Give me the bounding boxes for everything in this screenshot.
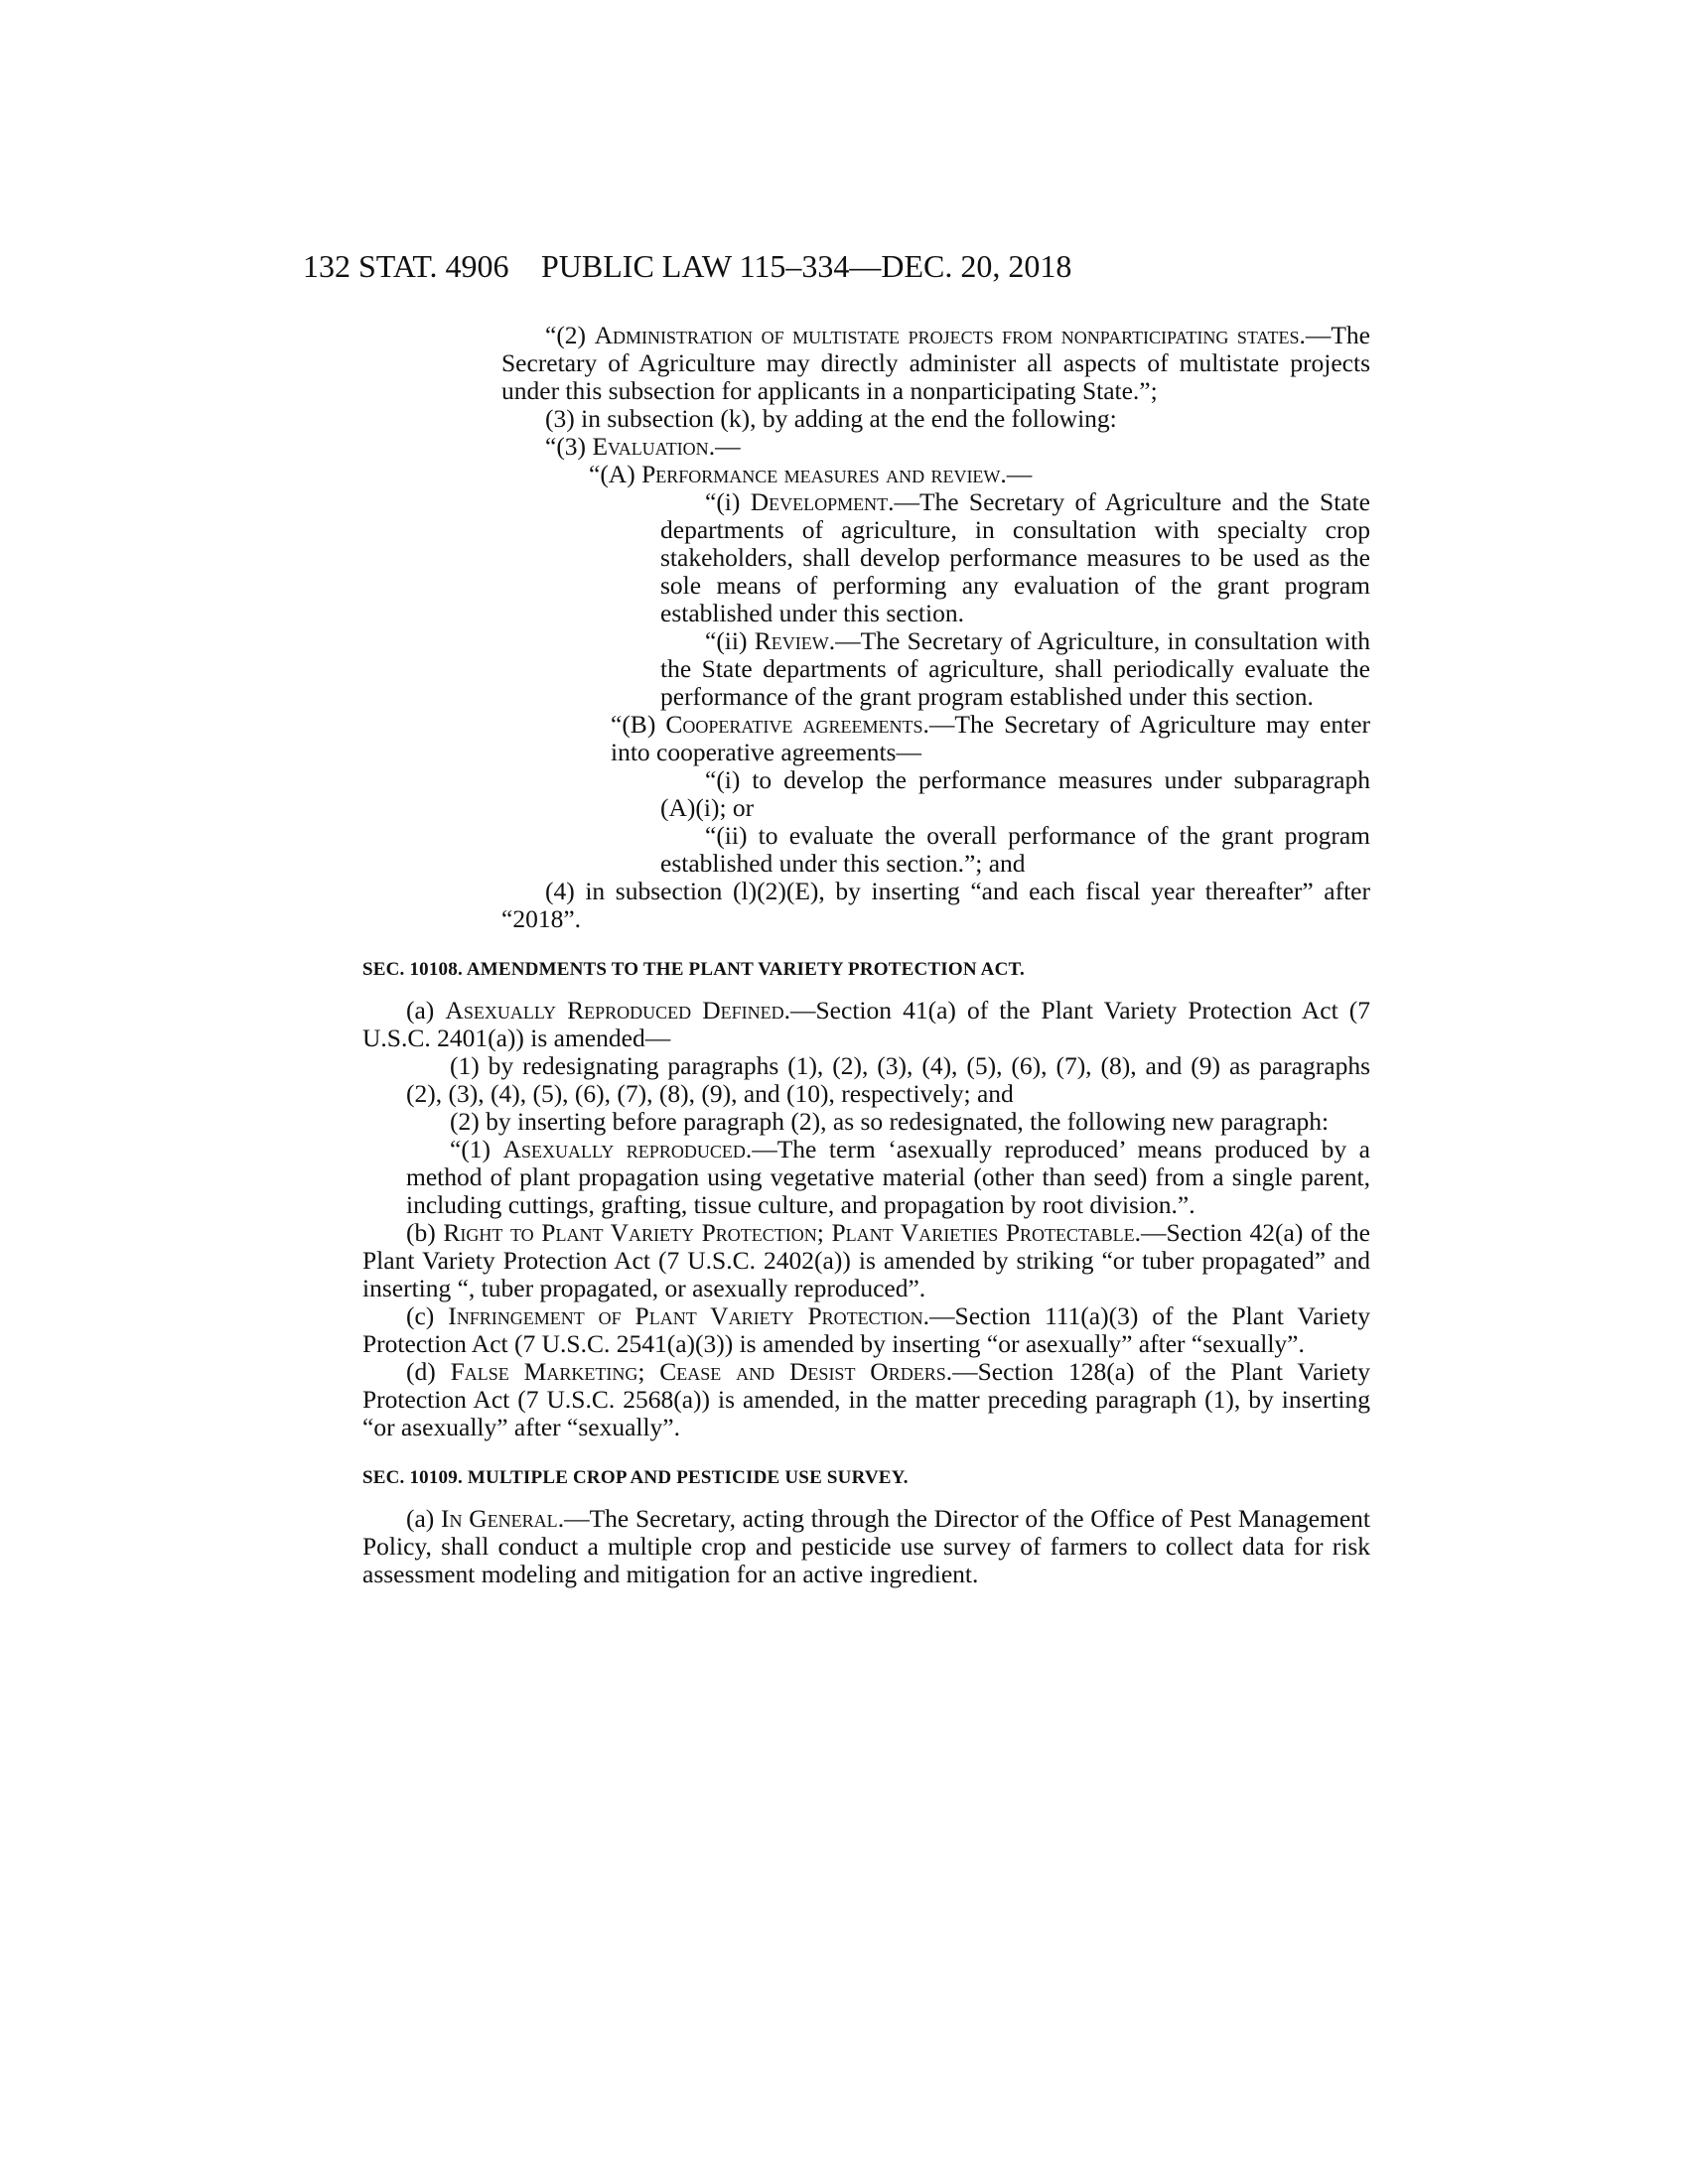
para-text: .—The Secretary of Agriculture may enter into cooperative agreements— <box>611 710 1371 766</box>
para-caption: Infringement of Plant Variety Protection <box>448 1301 923 1330</box>
para-text: .—Section 42(a) of the Plant Variety Protection Act (7 U.S.C. 2402(a)) is amended by striking “or tuber propagated” and inserting “, tuber propagated, or asexually reproduced”. <box>362 1218 1370 1302</box>
para-text: .— <box>708 432 741 461</box>
paragraph-infringement <box>362 1302 1370 1358</box>
paragraph-evaluation <box>545 433 1370 461</box>
paragraph-develop-measures: “(i) to develop the performance measures under subparagraph (A)(i); or <box>660 765 1370 822</box>
para-text: .—Section 111(a)(3) of the Plant Variety Protection Act (7 U.S.C. 2541(a)(3)) is amended by inserting “or asexually” after “sexually”. <box>362 1301 1370 1358</box>
running-title: PUBLIC LAW 115–334—DEC. 20, 2018 <box>541 248 1072 284</box>
para-enumerator: “(B) <box>611 710 666 739</box>
body-text <box>362 321 1371 1588</box>
para-caption: Asexually Reproduced Defined <box>445 996 784 1024</box>
paragraph-asexually-reproduced-term <box>406 1136 1370 1219</box>
paragraph-redesignating: (1) by redesignating paragraphs (1), (2), (3), (4), (5), (6), (7), (8), and (9) as paragraphs (2), (3), (4), (5), (6), (7), (8), (9), and (10), respectively; and <box>406 1051 1370 1108</box>
para-text: .—The Secretary of Agriculture and the State departments of agriculture, in consultation with specialty crop stakeholders, shall develop performance measures to be used as the sole means of performing any evaluation of the grant program established under this section. <box>660 487 1370 627</box>
para-text: .—The Secretary of Agriculture, in consultation with the State departments of agriculture, shall periodically evaluate the performance of the grant program established under this section. <box>660 626 1370 711</box>
para-enumerator: “(i) <box>705 487 751 516</box>
para-text: .—Section 128(a) of the Plant Variety Protection Act (7 U.S.C. 2568(a)) is amended, in the matter preceding paragraph (1), by inserting “or asexually” after “sexually”. <box>362 1357 1371 1441</box>
para-caption: Asexually reproduced <box>502 1135 746 1163</box>
paragraph-asexually-reproduced-defined <box>362 997 1370 1052</box>
para-text: .—The Secretary, acting through the Director of the Office of Pest Management Policy, shall conduct a multiple crop and pesticide use survey of farmers to collect data for risk assessment modeling and mitigation for an active ingredient. <box>362 1504 1370 1588</box>
para-caption: Evaluation <box>592 432 709 461</box>
para-caption: Development <box>750 487 889 516</box>
para-enumerator: “(3) <box>545 432 593 461</box>
paragraph-false-marketing <box>362 1358 1370 1441</box>
paragraph-inserting-before: (2) by inserting before paragraph (2), as so redesignated, the following new paragraph: <box>450 1107 1330 1136</box>
para-caption: Performance measures and review <box>641 460 1001 488</box>
para-text: .— <box>1000 460 1033 488</box>
para-caption: Administration of multistate projects from nonparticipating states <box>594 321 1300 349</box>
para-enumerator: (a) <box>406 1504 442 1533</box>
para-text: .—The Secretary of Agriculture may directly administer all aspects of multistate projects under this subsection for applicants in a nonparticipating State.”; <box>501 321 1370 405</box>
paragraph-subsection-l: (4) in subsection (l)(2)(E), by inserting “and each fiscal year thereafter” after “2018”. <box>501 877 1370 933</box>
para-caption: Cooperative agreements <box>665 710 923 739</box>
para-enumerator: “(2) <box>545 321 595 349</box>
paragraph-evaluate-performance: “(ii) to evaluate the overall performance of the grant program established under this section.”; and <box>660 821 1370 878</box>
para-enumerator: “(ii) <box>705 626 755 655</box>
para-enumerator: (d) <box>406 1357 451 1386</box>
paragraph-right-to-protection <box>362 1219 1370 1302</box>
paragraph-review <box>660 627 1370 711</box>
para-caption: False Marketing; Cease and Desist Orders <box>450 1357 946 1386</box>
para-enumerator: “(A) <box>589 460 642 488</box>
para-enumerator: “(1) <box>450 1135 503 1163</box>
para-enumerator: (c) <box>406 1301 449 1330</box>
paragraph-administration-multistate <box>501 322 1370 405</box>
page-header <box>303 248 1370 288</box>
para-text: .—The term ‘asexually reproduced’ means produced by a method of plant propagation using vegetative material (other than seed) from a single parent, including cuttings, grafting, tissue culture, and propagation by root division.”. <box>406 1135 1370 1219</box>
paragraph-subsection-k: (3) in subsection (k), by adding at the end the following: <box>545 404 1117 433</box>
paragraph-cooperative-agreements <box>611 711 1370 766</box>
paragraph-performance-measures <box>589 461 1370 488</box>
para-caption: Review <box>754 626 829 655</box>
para-enumerator: (b) <box>406 1218 444 1247</box>
para-caption: Right to Plant Variety Protection; Plant Varieties Protectable <box>443 1218 1135 1247</box>
paragraph-development <box>660 488 1370 627</box>
section-heading-10108: SEC. 10108. AMENDMENTS TO THE PLANT VARIETY PROTECTION ACT. <box>362 959 1025 980</box>
para-enumerator: (a) <box>406 996 446 1024</box>
para-caption: In General <box>441 1504 558 1533</box>
para-text: .—Section 41(a) of the Plant Variety Protection Act (7 U.S.C. 2401(a)) is amended— <box>362 996 1370 1052</box>
section-heading-10109: SEC. 10109. MULTIPLE CROP AND PESTICIDE USE SURVEY. <box>362 1467 909 1488</box>
statute-page-number: 132 STAT. 4906 <box>303 248 509 284</box>
paragraph-in-general <box>362 1505 1370 1588</box>
